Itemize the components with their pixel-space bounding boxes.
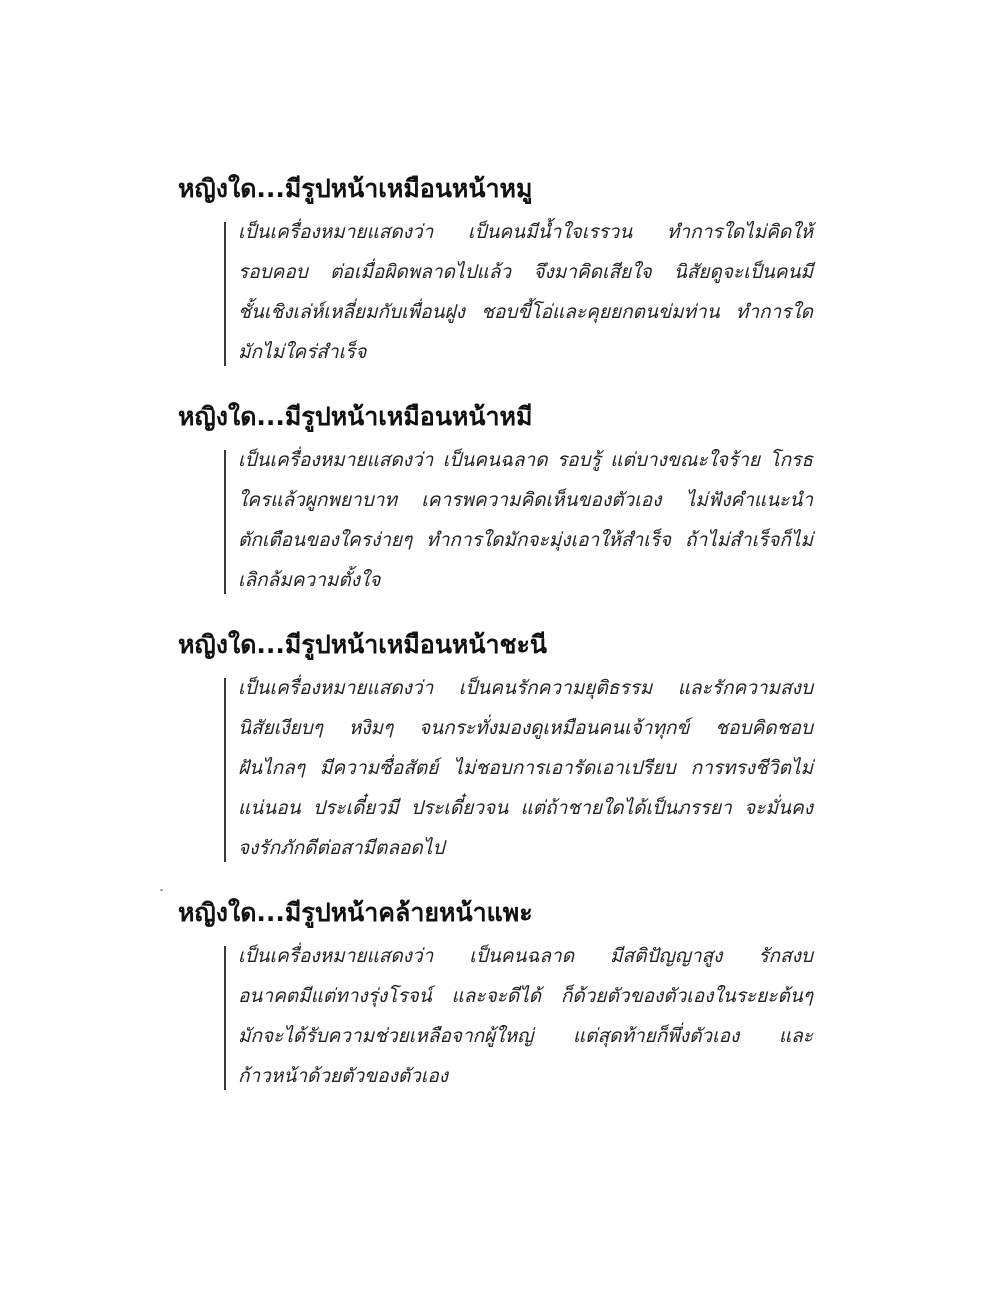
section-goat-face [178,896,818,1096]
body-line: มักไม่ใคร่สำเร็จ [238,341,367,363]
section-heading: หญิงใด...มีรูปหน้าเหมือนหน้าหมู [178,174,533,203]
section-heading: หญิงใด...มีรูปหน้าเหมือนหน้าชะนี [178,630,548,659]
section-gibbon-face [178,628,818,868]
body-line: อนาคตมีแต่ทางรุ่งโรจน์ และจะดีได้ ก็ด้วยตัวของตัวเองในระยะต้นๆ [238,985,813,1007]
body-line: ตักเตือนของใครง่ายๆ ทำการใดมักจะมุ่งเอาให้สำเร็จ ถ้าไม่สำเร็จก็ไม่ [238,529,813,551]
body-line: ใครแล้วผูกพยาบาท เคารพความคิดเห็นของตัวเอง ไม่ฟังคำแนะนำ [238,489,813,511]
body-line: เป็นเครื่องหมายแสดงว่า เป็นคนมีน้ำใจเรรวน ทำการใดไม่คิดให้ [238,221,813,243]
body-line: มักจะได้รับความช่วยเหลือจากผู้ใหญ่ แต่สุดท้ายก็พึ่งตัวเอง และ [238,1025,813,1047]
section-bear-face [178,400,818,600]
scan-speck [160,889,163,891]
section-heading: หญิงใด...มีรูปหน้าคล้ายหน้าแพะ [178,898,533,927]
body-line: รอบคอบ ต่อเมื่อผิดพลาดไปแล้ว จึงมาคิดเสียใจ นิสัยดูจะเป็นคนมี [238,261,813,283]
body-line: จงรักภักดีต่อสามีตลอดไป [238,837,445,859]
body-line: เป็นเครื่องหมายแสดงว่า เป็นคนฉลาด รอบรู้ แต่บางขณะใจร้าย โกรธ [238,449,813,471]
margin-rule [224,222,226,366]
section-body [224,212,813,372]
section-pig-face [178,172,818,372]
margin-rule [224,946,226,1090]
body-line: เลิกล้มความตั้งใจ [238,569,381,591]
body-line: ชั้นเชิงเล่ห์เหลี่ยมกับเพื่อนฝูง ชอบขี้โอ่และคุยยกตนข่มท่าน ทำการใด [238,301,813,323]
section-heading: หญิงใด...มีรูปหน้าเหมือนหน้าหมี [178,402,533,431]
section-body [224,668,813,868]
section-body [224,936,813,1096]
section-body [224,440,813,600]
body-line: ก้าวหน้าด้วยตัวของตัวเอง [238,1065,449,1087]
body-line: แน่นอน ประเดี๋ยวมี ประเดี๋ยวจน แต่ถ้าชายใดได้เป็นภรรยา จะมั่นคง [238,797,813,819]
margin-rule [224,450,226,594]
body-line: เป็นเครื่องหมายแสดงว่า เป็นคนฉลาด มีสติปัญญาสูง รักสงบ [238,945,813,967]
body-line: ฝันไกลๆ มีความซื่อสัตย์ ไม่ชอบการเอารัดเอาเปรียบ การทรงชีวิตไม่ [238,757,813,779]
body-line: นิสัยเงียบๆ หงิมๆ จนกระทั่งมองดูเหมือนคนเจ้าทุกข์ ชอบคิดชอบ [238,717,813,739]
margin-rule [224,678,226,862]
body-line: เป็นเครื่องหมายแสดงว่า เป็นคนรักความยุติธรรม และรักความสงบ [238,677,813,699]
